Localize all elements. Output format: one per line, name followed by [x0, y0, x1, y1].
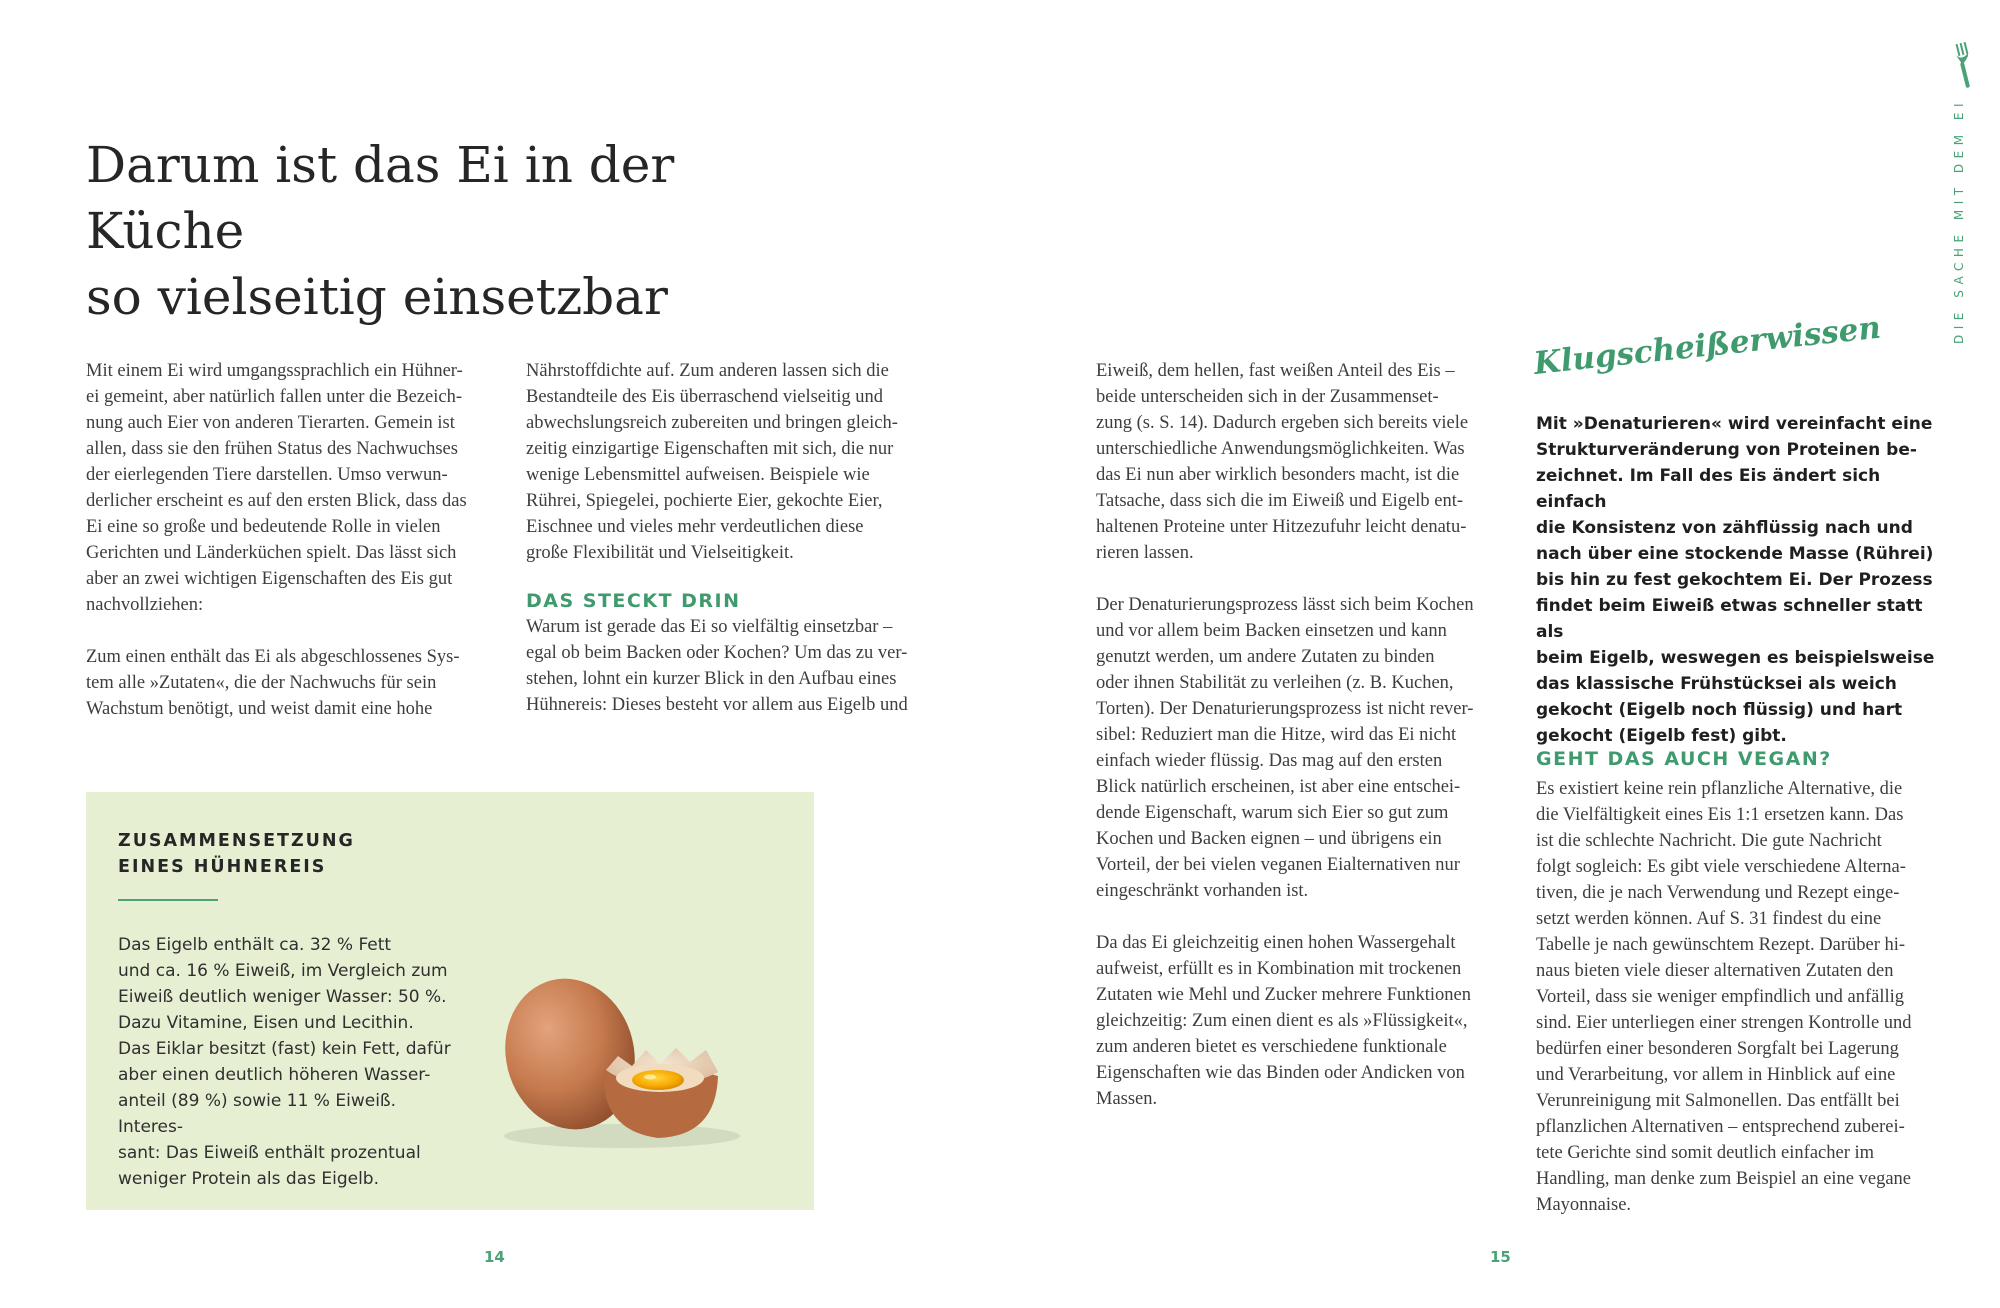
- col3-paragraph-1: Eiweiß, dem hellen, fast weißen Anteil des Eis – beide unterscheiden sich in der Zusammenset- zung (s. S. 14). Dadurch ergeben sich bereits viele unterschiedliche Anwendungsmöglichkeiten. Was das Ei nun aber wirklich besonders macht, ist die Tatsache, dass sich die im Eiweiß und Eigelb ent- haltenen Proteine unter Hitzezufuhr leicht denatu- rieren lassen.: [1096, 361, 1469, 563]
- col2-paragraph-2: Warum ist gerade das Ei so vielfältig einsetzbar – egal ob beim Backen oder Kochen? Um das zu ver- stehen, lohnt ein kurzer Blick in den Aufbau eines Hühnereis: Dieses besteht vor allem aus Eigelb und: [526, 617, 908, 715]
- column-1: [86, 358, 476, 722]
- column-2: [526, 358, 926, 718]
- col3-paragraph-3: Da das Ei gleichzeitig einen hohen Wassergehalt aufweist, erfüllt es in Kombination mit trockenen Zutaten wie Mehl und Zucker mehrere Funktionen gleichzeitig: Zum einen dient es als »Flüssigkeit«, zum anderen bietet es verschiedene funktionale Eigenschaften wie das Binden oder Andicken von Massen.: [1096, 933, 1472, 1109]
- infobox-text: Das Eigelb enthält ca. 32 % Fett und ca. 16 % Eiweiß, im Vergleich zum Eiweiß deutlich weniger Wasser: 50 %. Dazu Vitamine, Eisen und Lecithin. Das Eiklar besitzt (fast) kein Fett, dafür aber einen deutlich höheren Wasser- anteil (89 %) sowie 11 % Eiweiß. Interes- sant: Das Eiweiß enthält prozentual weniger Protein als das Eigelb.: [118, 935, 451, 1189]
- vegan-heading: GEHT DAS AUCH VEGAN?: [1536, 748, 1832, 770]
- infobox-rule: [118, 899, 218, 901]
- col1-paragraph-2: Zum einen enthält das Ei als abgeschlossenes Sys- tem alle »Zutaten«, die der Nachwuchs für sein Wachstum benötigt, und weist damit eine hohe: [86, 647, 460, 719]
- fork-icon: [1951, 42, 1979, 90]
- page-number-right: 15: [1490, 1248, 1511, 1266]
- col3-paragraph-2: Der Denaturierungsprozess lässt sich beim Kochen und vor allem beim Backen einsetzen und kann genutzt werden, um andere Zutaten zu binden oder ihnen Stabilität zu verleihen (z. B. Kuchen, Torten). Der Denaturierungsprozess ist nicht rever- sibel: Reduziert man die Hitze, wird das Ei nicht einfach wieder flüssig. Das mag auf den ersten Blick natürlich erscheinen, ist aber eine entschei- dende Eigenschaft, warum sich Eier so gut zum Kochen und Backen eignen – und übrigens ein Vorteil, der bei vielen veganen Eialternativen nur eingeschränkt vorhanden ist.: [1096, 595, 1474, 901]
- col2-paragraph-1: Nährstoffdichte auf. Zum anderen lassen sich die Bestandteile des Eis überraschend vielseitig und abwechslungsreich zubereiten und bringen gleich- zeitig einzigartige Eigenschaften mit sich, die nur wenige Lebensmittel aufweisen. Beispiele wie Rührei, Spiegelei, pochierte Eier, gekochte Eier, Eischnee und vieles mehr verdeutlichen diese große Flexibilität und Vielseitigkeit.: [526, 361, 898, 563]
- page-number-left: 14: [484, 1248, 505, 1266]
- vegan-text: Es existiert keine rein pflanzliche Alternative, die die Vielfältigkeit eines Eis 1:1 ersetzen kann. Das ist die schlechte Nachricht. Die gute Nachricht folgt sogleich: Es gibt viele verschiedene Alterna- tiven, die je nach Verwendung und Rezept einge- setzt werden können. Auf S. 31 findest du eine Tabelle je nach gewünschtem Rezept. Darüber hi- naus bieten viele dieser alternativen Zutaten den Vorteil, dass sie weniger empfindlich und anfällig sind. Eier unterliegen einer strengen Kontrolle und bedürfen einer besonderen Sorgfalt bei Lagerung und Verarbeitung, vor allem in Hinblick auf eine Verunreinigung mit Salmonellen. Das entfällt bei pflanzlichen Alternativen – entsprechend zuberei- tete Gerichte sind somit deutlich einfacher im Handling, man denke zum Beispiel an eine vegane Mayonnaise.: [1536, 779, 1912, 1215]
- klugscheisser-text: Mit »Denaturieren« wird vereinfacht eine Strukturveränderung von Proteinen be- zeichnet. Im Fall des Eis ändert sich einfach die Konsistenz von zähflüssig nach und nach über eine stockende Masse (Rührei) bis hin zu fest gekochtem Ei. Der Prozess findet beim Eiweiß etwas schneller statt als beim Eigelb, weswegen es beispielsweise das klassische Frühstücksei als weich gekocht (Eigelb noch flüssig) und hart gekocht (Eigelb fest) gibt.: [1536, 414, 1935, 746]
- section-heading-steckt-drin: DAS STECKT DRIN: [526, 590, 741, 612]
- vegan-section: [1536, 776, 1936, 1218]
- egg-photo-icon: [492, 950, 752, 1150]
- col1-paragraph-1: Mit einem Ei wird umgangssprachlich ein Hühner- ei gemeint, aber natürlich fallen unter die Bezeich- nung auch Eier von anderen Tierarten. Gemein ist allen, dass sie den frühen Status des Nachwuchses der eierlegenden Tiere darstellen. Umso verwun- derlicher erscheint es auf den ersten Blick, dass das Ei eine so große und bedeutende Rolle in vielen Gerichten und Länderküchen spielt. Das lässt sich aber an zwei wichtigen Eigenschaften des Eis gut nachvollziehen:: [86, 361, 467, 615]
- composition-infobox: [86, 792, 814, 1210]
- running-header: DIE SACHE MIT DEM EI: [1952, 98, 1966, 344]
- klugscheisser-title: Klugscheißerwissen: [1532, 309, 1883, 382]
- column-3: [1096, 358, 1496, 1112]
- infobox-heading: ZUSAMMENSETZUNG EINES HÜHNEREIS: [118, 831, 355, 877]
- page-title: Darum ist das Ei in der Küche so vielseitig einsetzbar: [86, 136, 675, 326]
